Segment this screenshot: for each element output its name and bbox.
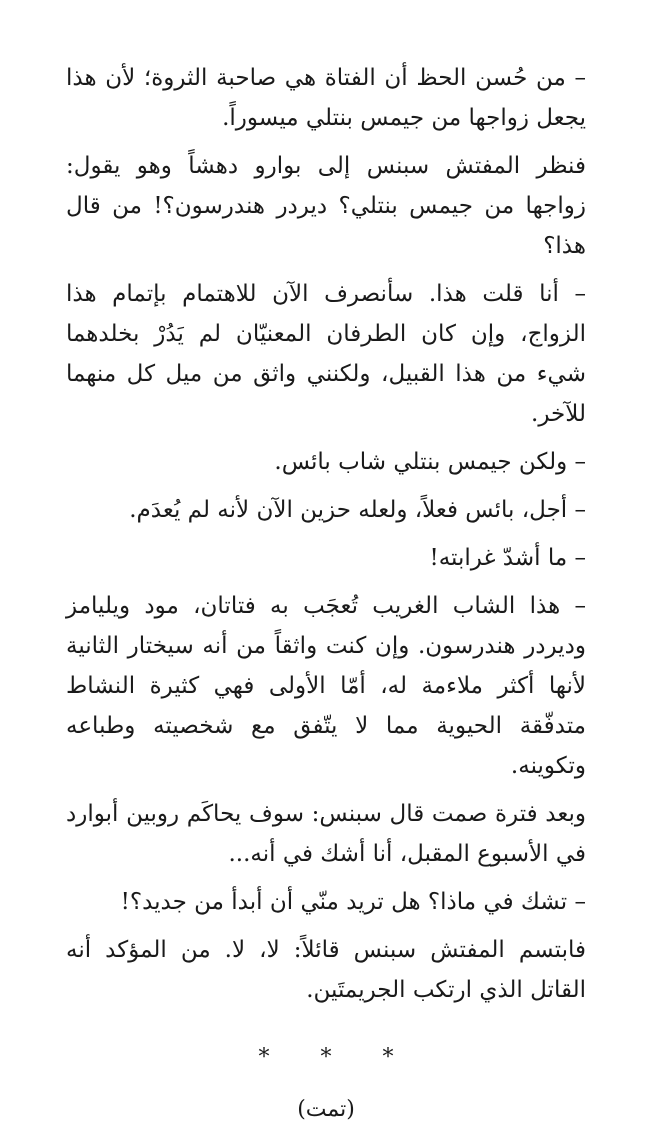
- paragraph-1: – من حُسن الحظ أن الفتاة هي صاحبة الثروة؛ لأن هذا يجعل زواجها من جيمس بنتلي ميسوراً.: [66, 65, 586, 131]
- paragraph-3: – أنا قلت هذا. سأنصرف الآن للاهتمام بإتمام هذا الزواج، وإن كان الطرفان المعنيّان لم يَدُرْ بخلدهما شيء من هذا القبيل، ولكنني واثق من ميل كل منهما للآخر.: [66, 281, 586, 427]
- paragraph-6: – ما أشدّ غرابته!: [429, 545, 586, 571]
- paragraph-2: فنظر المفتش سبنس إلى بوارو دهشاً وهو يقول: زواجها من جيمس بنتلي؟ ديردر هندرسون؟! من قال هذا؟: [66, 153, 586, 259]
- paragraph-5: – أجل، بائس فعلاً، ولعله حزين الآن لأنه لم يُعدَم.: [129, 497, 586, 523]
- paragraph-10: فابتسم المفتش سبنس قائلاً: لا، لا. من المؤكد أنه القاتل الذي ارتكب الجريمتَين.: [66, 937, 586, 1003]
- paragraph-8: وبعد فترة صمت قال سبنس: سوف يحاكَم روبين أبوارد في الأسبوع المقبل، أنا أشك في أنه...: [66, 801, 586, 867]
- section-separator: * * *: [258, 1045, 416, 1070]
- paragraph-7: – هذا الشاب الغريب تُعجَب به فتاتان، مود ويليامز وديردر هندرسون. وإن كنت واثقاً من أنه سيختار الثانية لأنها أكثر ملاءمة له، أمّا الأولى فهي كثيرة النشاط متدفّقة الحيوية مما لا يتّفق مع شخصيته وطباعه وتكوينه.: [66, 593, 586, 779]
- end-mark: (تمت): [297, 1097, 355, 1122]
- paragraph-9: – تشك في ماذا؟ هل تريد منّي أن أبدأ من جديد؟!: [120, 889, 586, 915]
- book-page: [66, 58, 586, 1130]
- paragraph-4: – ولكن جيمس بنتلي شاب بائس.: [274, 449, 586, 475]
